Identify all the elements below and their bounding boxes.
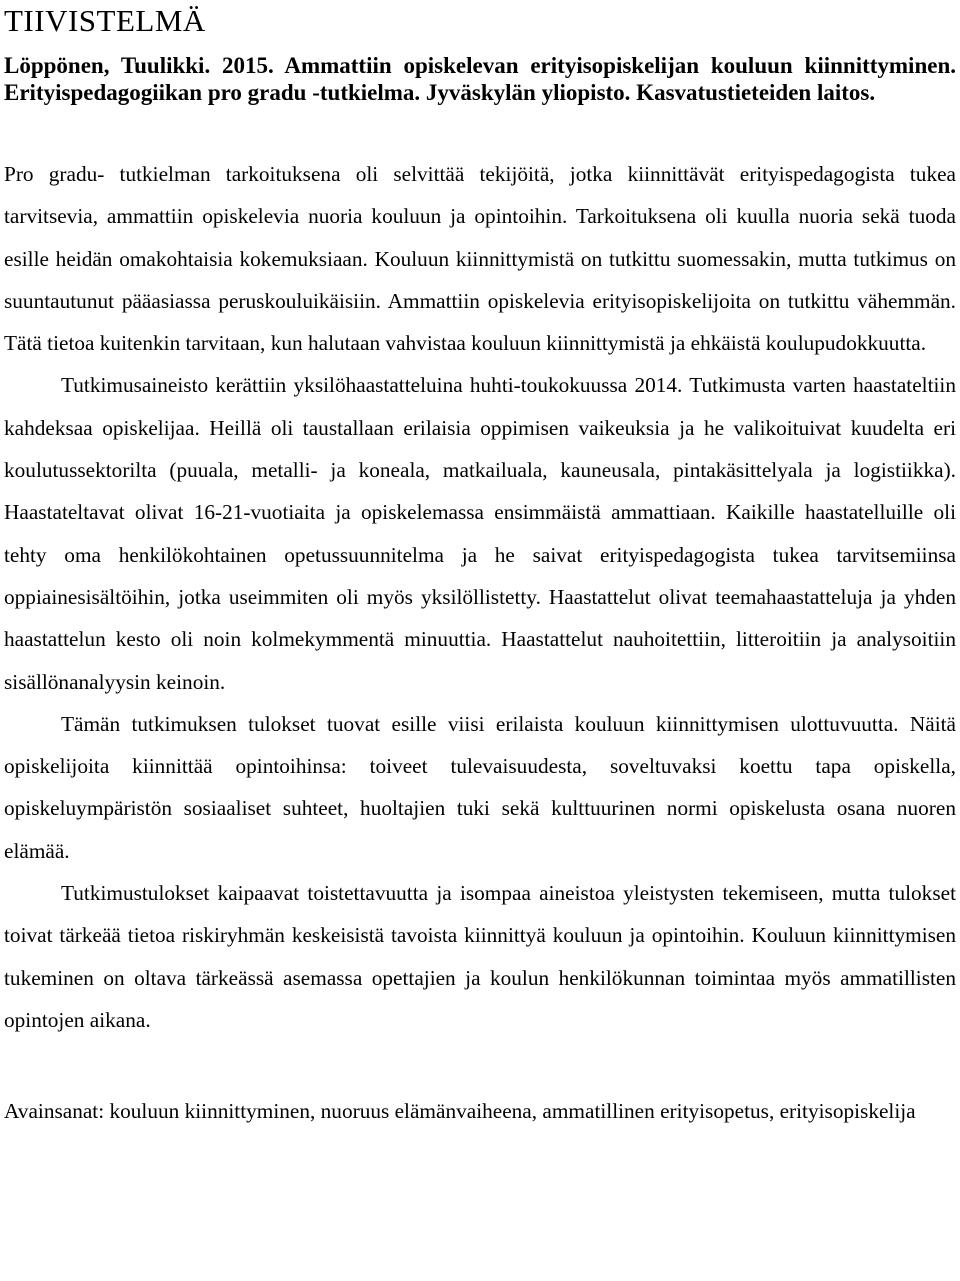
- paragraph-purpose: Pro gradu- tutkielman tarkoituksena oli selvittää tekijöitä, jotka kiinnittävät erityispedagogista tukea tarvitsevia, ammattiin opiskelevia nuoria kouluun ja opintoihin. Tarkoituksena oli kuulla nuoria sekä tuoda esille heidän omakohtaisia kokemuksiaan. Kouluun kiinnittymistä on tutkittu suomessakin, mutta tutkimus on suuntautunut pääasiassa peruskouluikäisiin. Ammattiin opiskelevia erityisopiskelijoita on tutkittu vähemmän. Tätä tietoa kuitenkin tarvitaan, kun halutaan vahvistaa kouluun kiinnittymistä ja ehkäistä koulupudokkuutta.: [4, 162, 956, 356]
- bibliographic-citation: Löppönen, Tuulikki. 2015. Ammattiin opiskelevan erityisopiskelijan kouluun kiinnittyminen. Erityispedagogiikan pro gradu -tutkielma. Jyväskylän yliopisto. Kasvatustieteiden laitos.: [4, 53, 956, 105]
- paragraph-method: Tutkimusaineisto kerättiin yksilöhaastatteluina huhti-toukokuussa 2014. Tutkimusta varten haastateltiin kahdeksaa opiskelijaa. Heillä oli taustallaan erilaisia oppimisen vaikeuksia ja he valikoituivat kuudelta eri koulutussektorilta (puuala, metalli- ja koneala, matkailuala, kauneusala, pintakäsittelyala ja logistiikka). Haastateltavat olivat 16-21-vuotiaita ja opiskelemassa ensimmäistä ammattiaan. Kaikille haastatelluille oli tehty oma henkilökohtainen opetussuunnitelma ja he saivat erityispedagogista tukea tarvitsemiinsa oppiainesisältöihin, jotka useimmiten oli myös yksilöllistetty. Haastattelut olivat teemahaastatteluja ja yhden haastattelun kesto oli noin kolmekymmentä minuuttia. Haastattelut nauhoitettiin, litteroitiin ja analysoitiin sisällönanalyysin keinoin.: [4, 373, 956, 694]
- paragraph-conclusion: Tutkimustulokset kaipaavat toistettavuutta ja isompaa aineistoa yleistysten tekemiseen, mutta tulokset toivat tärkeää tietoa riskiryhmän keskeisistä tavoista kiinnittyä kouluun ja opintoihin. Kouluun kiinnittymisen tukeminen on oltava tärkeässä asemassa opettajien ja koulun henkilökunnan toimintaa myös ammatillisten opintojen aikana.: [4, 881, 956, 1032]
- document-page: [4, 0, 956, 1133]
- keywords-line: Avainsanat: kouluun kiinnittyminen, nuoruus elämänvaiheena, ammatillinen erityisopetus, erityisopiskelija: [4, 1099, 916, 1124]
- paragraph-results: Tämän tutkimuksen tulokset tuovat esille viisi erilaista kouluun kiinnittymisen ulottuvuutta. Näitä opiskelijoita kiinnittää opintoihinsa: toiveet tulevaisuudesta, soveltuvaksi koettu tapa opiskella, opiskeluympäristön sosiaaliset suhteet, huoltajien tuki sekä kulttuurinen normi opiskelusta osana nuoren elämää.: [4, 711, 956, 863]
- abstract-title: TIIVISTELMÄ: [4, 3, 206, 38]
- abstract-body: [4, 153, 956, 1041]
